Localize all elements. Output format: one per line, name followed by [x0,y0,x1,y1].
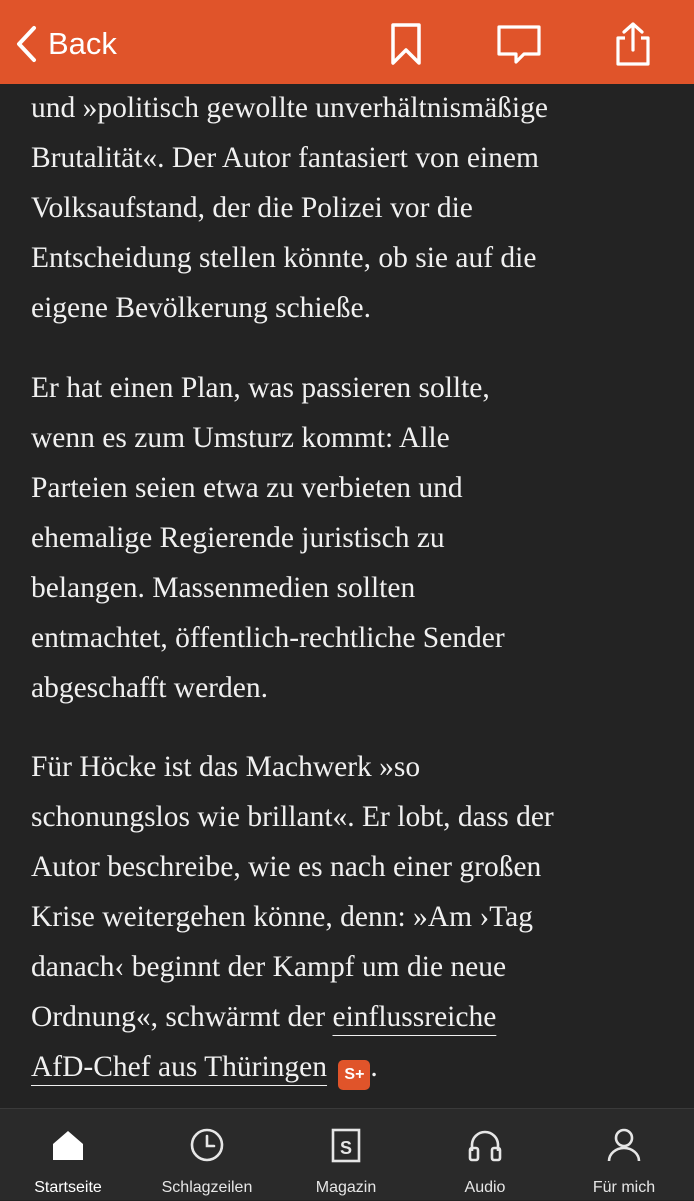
text-fragment: Ordnung«, schwärmt der [31,1001,333,1033]
text-line: danach‹ beginnt der Kampf um die neue [31,951,507,983]
text-line: Volksaufstand, der die Polizei vor die [31,192,473,224]
text-line: Er hat einen Plan, was passieren sollte, [31,372,490,404]
tab-schlagzeilen[interactable] [147,1109,267,1201]
tab-fuer-mich[interactable] [564,1109,684,1201]
bookmark-icon[interactable] [384,22,428,66]
text-line: belangen. Massenmedien sollten [31,572,416,604]
text-line: eigene Bevölkerung schieße. [31,292,371,324]
tab-label: Startseite [34,1179,102,1196]
text-line: abgeschafft werden. [31,672,268,704]
tab-startseite[interactable] [8,1109,128,1201]
text-line: Parteien seien etwa zu verbieten und [31,472,463,504]
comment-icon[interactable] [497,22,541,66]
paragraph-2 [31,363,671,713]
paragraph-1 [31,84,671,333]
back-button[interactable] [14,22,117,66]
text-line: wenn es zum Umsturz kommt: Alle [31,422,450,454]
tab-audio[interactable] [425,1109,545,1201]
back-label: Back [48,26,117,61]
text-line: Krise weitergehen könne, denn: »Am ›Tag [31,901,534,933]
svg-text:S: S [339,1138,353,1158]
tab-label: Audio [464,1179,506,1196]
text-line: schonungslos wie brillant«. Er lobt, dass der [31,801,554,833]
tab-label: Für mich [592,1179,656,1196]
text-line: Für Höcke ist das Machwerk »so [31,751,421,783]
text-line [31,992,671,1042]
paragraph-3 [31,742,671,1092]
tab-label: Schlagzeilen [161,1179,253,1196]
text-line: Entscheidung stellen könnte, ob sie auf die [31,242,537,274]
text-line [31,1042,671,1092]
text-line: und »politisch gewollte unverhältnismäßige [31,92,548,124]
tab-label: Magazin [315,1179,377,1196]
text-fragment: . [370,1051,378,1083]
text-line: Autor beschreibe, wie es nach einer großen [31,851,542,883]
clock-icon [189,1127,225,1163]
article-link[interactable]: einflussreiche [332,1001,497,1033]
user-icon [606,1127,642,1163]
share-icon[interactable] [611,22,655,66]
spiegel-plus-badge: S+ [338,1060,370,1090]
top-navigation-bar [0,0,694,84]
text-line: entmachtet, öffentlich-rechtliche Sender [31,622,505,654]
article-body [0,84,694,1108]
article-link[interactable]: AfD-Chef aus Thüringen [31,1051,328,1083]
headphones-icon [467,1127,503,1163]
tab-magazin[interactable] [286,1109,406,1201]
home-icon [50,1127,86,1163]
text-line: ehemalige Regierende juristisch zu [31,522,445,554]
chevron-left-icon [14,25,38,63]
text-line: Brutalität«. Der Autor fantasiert von einem [31,142,539,174]
magazine-icon [328,1127,364,1163]
bottom-tab-bar [0,1108,694,1200]
